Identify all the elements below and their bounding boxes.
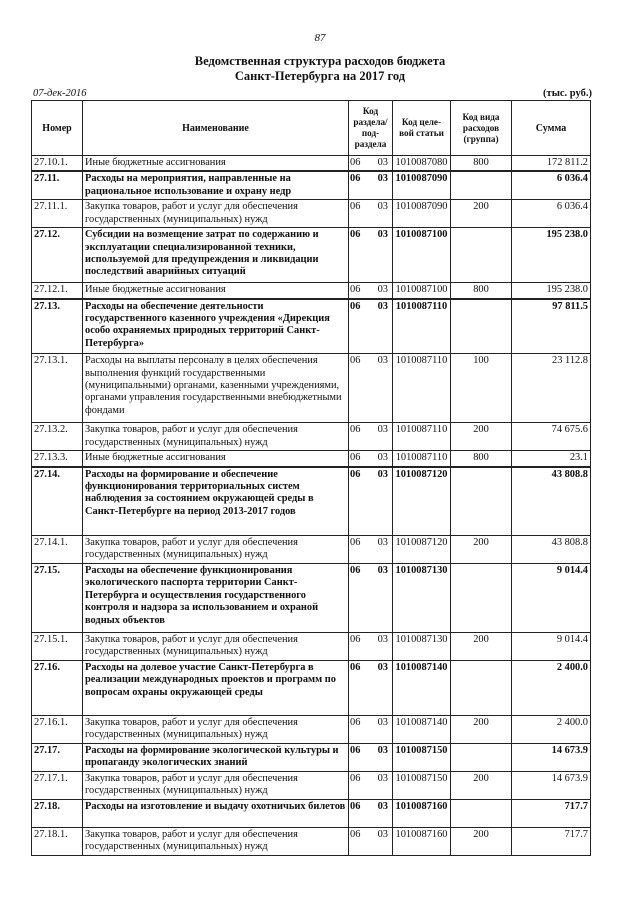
row-name: Расходы на формирование и обеспечение функционирования территориальных систем наблюдения за состоянием окружающей среды в Санкт-Петербурге на период 2013-2017 годов <box>83 467 349 536</box>
row-sum: 23.1 <box>512 451 591 467</box>
table-row <box>32 772 591 800</box>
row-kind-code: 200 <box>451 633 512 661</box>
row-section-code <box>349 156 393 172</box>
row-kind-code: 800 <box>451 283 512 299</box>
row-section-code <box>349 200 393 228</box>
row-name: Закупка товаров, работ и услуг для обеспечения государственных (муниципальных) нужд <box>83 200 349 228</box>
table-row <box>32 354 591 423</box>
row-target-code: 1010087100 <box>393 283 451 299</box>
subsection-code: 03 <box>377 173 388 185</box>
section-code: 06 <box>350 717 361 729</box>
row-target-code: 1010087130 <box>393 633 451 661</box>
row-section-code <box>349 423 393 451</box>
row-sum: 717.7 <box>512 800 591 828</box>
row-target-code: 1010087110 <box>393 299 451 354</box>
table-row <box>32 451 591 467</box>
row-section-code <box>349 800 393 828</box>
row-sum: 43 808.8 <box>512 536 591 564</box>
section-code: 06 <box>350 745 361 757</box>
subsection-code: 03 <box>377 634 388 646</box>
row-sum: 43 808.8 <box>512 467 591 536</box>
row-kind-code <box>451 744 512 772</box>
subsection-code: 03 <box>377 801 388 813</box>
row-number: 27.13. <box>32 299 83 354</box>
table-row <box>32 536 591 564</box>
table-body <box>32 156 591 856</box>
row-number: 27.12.1. <box>32 283 83 299</box>
row-number: 27.17.1. <box>32 772 83 800</box>
row-target-code: 1010087080 <box>393 156 451 172</box>
row-section-code <box>349 354 393 423</box>
row-sum: 2 400.0 <box>512 716 591 744</box>
subsection-code: 03 <box>377 355 388 367</box>
row-section-code <box>349 633 393 661</box>
row-number: 27.14. <box>32 467 83 536</box>
row-kind-code <box>451 800 512 828</box>
row-number: 27.16. <box>32 661 83 716</box>
row-number: 27.14.1. <box>32 536 83 564</box>
row-sum: 23 112.8 <box>512 354 591 423</box>
row-name: Расходы на мероприятия, направленные на рациональное использование и охрану недр <box>83 171 349 199</box>
subsection-code: 03 <box>377 745 388 757</box>
row-section-code <box>349 536 393 564</box>
row-kind-code <box>451 467 512 536</box>
row-number: 27.18. <box>32 800 83 828</box>
section-code: 06 <box>350 537 361 549</box>
table-row <box>32 716 591 744</box>
table-row <box>32 228 591 283</box>
row-kind-code: 200 <box>451 716 512 744</box>
page-title <box>0 54 640 84</box>
subsection-code: 03 <box>377 157 388 168</box>
section-code: 06 <box>350 773 361 785</box>
table-row <box>32 661 591 716</box>
table-row <box>32 800 591 828</box>
row-sum: 9 014.4 <box>512 564 591 633</box>
row-name: Расходы на формирование экологической культуры и пропаганду экологических знаний <box>83 744 349 772</box>
section-code: 06 <box>350 173 361 185</box>
row-sum: 14 673.9 <box>512 744 591 772</box>
section-code: 06 <box>350 355 361 367</box>
row-kind-code: 200 <box>451 772 512 800</box>
row-section-code <box>349 661 393 716</box>
row-target-code: 1010087110 <box>393 354 451 423</box>
section-code: 06 <box>350 424 361 436</box>
row-name: Расходы на обеспечение функционирования экологического паспорта территории Санкт-Петербурга и осуществления государственного контроля и надзора за использованием и охраной водных объектов <box>83 564 349 633</box>
row-sum: 195 238.0 <box>512 228 591 283</box>
document-date: 07-дек-2016 <box>33 88 87 99</box>
header-sum: Сумма <box>512 101 591 156</box>
row-kind-code: 200 <box>451 828 512 856</box>
row-section-code <box>349 283 393 299</box>
section-code: 06 <box>350 452 361 464</box>
row-target-code: 1010087100 <box>393 228 451 283</box>
subsection-code: 03 <box>377 565 388 577</box>
row-target-code: 1010087120 <box>393 467 451 536</box>
section-code: 06 <box>350 829 361 841</box>
row-number: 27.12. <box>32 228 83 283</box>
header-number: Номер <box>32 101 83 156</box>
section-code: 06 <box>350 662 361 674</box>
row-target-code: 1010087160 <box>393 800 451 828</box>
row-name: Иные бюджетные ассигнования <box>83 156 349 172</box>
row-number: 27.10.1. <box>32 156 83 172</box>
row-sum: 6 036.4 <box>512 171 591 199</box>
row-number: 27.17. <box>32 744 83 772</box>
row-name: Закупка товаров, работ и услуг для обеспечения государственных (муниципальных) нужд <box>83 423 349 451</box>
row-name: Иные бюджетные ассигнования <box>83 451 349 467</box>
row-sum: 14 673.9 <box>512 772 591 800</box>
row-kind-code: 800 <box>451 451 512 467</box>
section-code: 06 <box>350 634 361 646</box>
row-name: Расходы на изготовление и выдачу охотничьих билетов <box>83 800 349 828</box>
units-label: (тыс. руб.) <box>543 88 592 99</box>
row-target-code: 1010087150 <box>393 772 451 800</box>
row-kind-code <box>451 661 512 716</box>
subsection-code: 03 <box>377 300 388 312</box>
row-name: Расходы на долевое участие Санкт-Петербурга в реализации международных проектов и программ по вопросам охраны окружающей среды <box>83 661 349 716</box>
row-section-code <box>349 828 393 856</box>
row-number: 27.16.1. <box>32 716 83 744</box>
subsection-code: 03 <box>377 229 388 241</box>
table-row <box>32 633 591 661</box>
section-code: 06 <box>350 157 361 168</box>
table-row <box>32 423 591 451</box>
row-kind-code: 200 <box>451 423 512 451</box>
row-kind-code <box>451 299 512 354</box>
row-sum: 172 811.2 <box>512 156 591 172</box>
row-number: 27.15. <box>32 564 83 633</box>
row-target-code: 1010087140 <box>393 716 451 744</box>
subsection-code: 03 <box>377 452 388 464</box>
title-line-2: Санкт-Петербурга на 2017 год <box>234 69 406 83</box>
row-number: 27.13.2. <box>32 423 83 451</box>
section-code: 06 <box>350 300 361 312</box>
subsection-code: 03 <box>377 424 388 436</box>
row-target-code: 1010087150 <box>393 744 451 772</box>
row-kind-code: 200 <box>451 200 512 228</box>
row-kind-code <box>451 171 512 199</box>
header-name: Наименование <box>83 101 349 156</box>
row-target-code: 1010087110 <box>393 451 451 467</box>
row-target-code: 1010087130 <box>393 564 451 633</box>
subsection-code: 03 <box>377 773 388 785</box>
subsection-code: 03 <box>377 717 388 729</box>
row-name: Иные бюджетные ассигнования <box>83 283 349 299</box>
table-row <box>32 744 591 772</box>
table-row <box>32 171 591 199</box>
row-kind-code <box>451 228 512 283</box>
row-kind-code: 100 <box>451 354 512 423</box>
row-name: Расходы на выплаты персоналу в целях обеспечения выполнения функций государственными (муниципальными) органами, казенными учреждениями, органами управления государственными внебюджетными фондами <box>83 354 349 423</box>
row-name: Закупка товаров, работ и услуг для обеспечения государственных (муниципальных) нужд <box>83 536 349 564</box>
table-row <box>32 156 591 172</box>
row-sum: 97 811.5 <box>512 299 591 354</box>
subsection-code: 03 <box>377 537 388 549</box>
row-section-code <box>349 299 393 354</box>
row-kind-code <box>451 564 512 633</box>
row-sum: 6 036.4 <box>512 200 591 228</box>
row-number: 27.11.1. <box>32 200 83 228</box>
row-section-code <box>349 451 393 467</box>
row-target-code: 1010087110 <box>393 423 451 451</box>
row-target-code: 1010087090 <box>393 171 451 199</box>
row-number: 27.13.1. <box>32 354 83 423</box>
section-code: 06 <box>350 468 361 480</box>
row-number: 27.11. <box>32 171 83 199</box>
section-code: 06 <box>350 801 361 813</box>
row-target-code: 1010087120 <box>393 536 451 564</box>
table-header-row <box>32 101 591 156</box>
subsection-code: 03 <box>377 662 388 674</box>
row-number: 27.13.3. <box>32 451 83 467</box>
table-row <box>32 467 591 536</box>
row-name: Закупка товаров, работ и услуг для обеспечения государственных (муниципальных) нужд <box>83 633 349 661</box>
subsection-code: 03 <box>377 201 388 213</box>
row-kind-code: 800 <box>451 156 512 172</box>
budget-table <box>31 100 591 856</box>
section-code: 06 <box>350 284 361 296</box>
row-section-code <box>349 744 393 772</box>
table-row <box>32 828 591 856</box>
row-number: 27.18.1. <box>32 828 83 856</box>
row-section-code <box>349 564 393 633</box>
row-section-code <box>349 467 393 536</box>
header-target: Код целе- вой статьи <box>393 101 451 156</box>
row-sum: 9 014.4 <box>512 633 591 661</box>
table-row <box>32 299 591 354</box>
subsection-code: 03 <box>377 829 388 841</box>
row-name: Закупка товаров, работ и услуг для обеспечения государственных (муниципальных) нужд <box>83 716 349 744</box>
header-kind: Код вида расходов (группа) <box>451 101 512 156</box>
subsection-code: 03 <box>377 468 388 480</box>
title-line-1: Ведомственная структура расходов бюджета <box>194 54 446 68</box>
section-code: 06 <box>350 229 361 241</box>
table-row <box>32 564 591 633</box>
section-code: 06 <box>350 565 361 577</box>
row-name: Закупка товаров, работ и услуг для обеспечения государственных (муниципальных) нужд <box>83 828 349 856</box>
row-section-code <box>349 228 393 283</box>
header-section: Код раздела/ под- раздела <box>349 101 393 156</box>
row-sum: 717.7 <box>512 828 591 856</box>
row-section-code <box>349 171 393 199</box>
row-section-code <box>349 716 393 744</box>
table-row <box>32 283 591 299</box>
row-sum: 74 675.6 <box>512 423 591 451</box>
row-section-code <box>349 772 393 800</box>
row-target-code: 1010087090 <box>393 200 451 228</box>
row-target-code: 1010087160 <box>393 828 451 856</box>
row-name: Закупка товаров, работ и услуг для обеспечения государственных (муниципальных) нужд <box>83 772 349 800</box>
table-row <box>32 200 591 228</box>
section-code: 06 <box>350 201 361 213</box>
row-number: 27.15.1. <box>32 633 83 661</box>
row-sum: 2 400.0 <box>512 661 591 716</box>
row-name: Субсидии на возмещение затрат по содержанию и эксплуатации специализированной техники, используемой для предупреждения и ликвидации последствий аварийных ситуаций <box>83 228 349 283</box>
row-sum: 195 238.0 <box>512 283 591 299</box>
page-number: 87 <box>314 32 326 44</box>
subsection-code: 03 <box>377 284 388 296</box>
row-kind-code: 200 <box>451 536 512 564</box>
row-target-code: 1010087140 <box>393 661 451 716</box>
row-name: Расходы на обеспечение деятельности государственного казенного учреждения «Дирекция особо охраняемых природных территорий Санкт-Петербурга» <box>83 299 349 354</box>
